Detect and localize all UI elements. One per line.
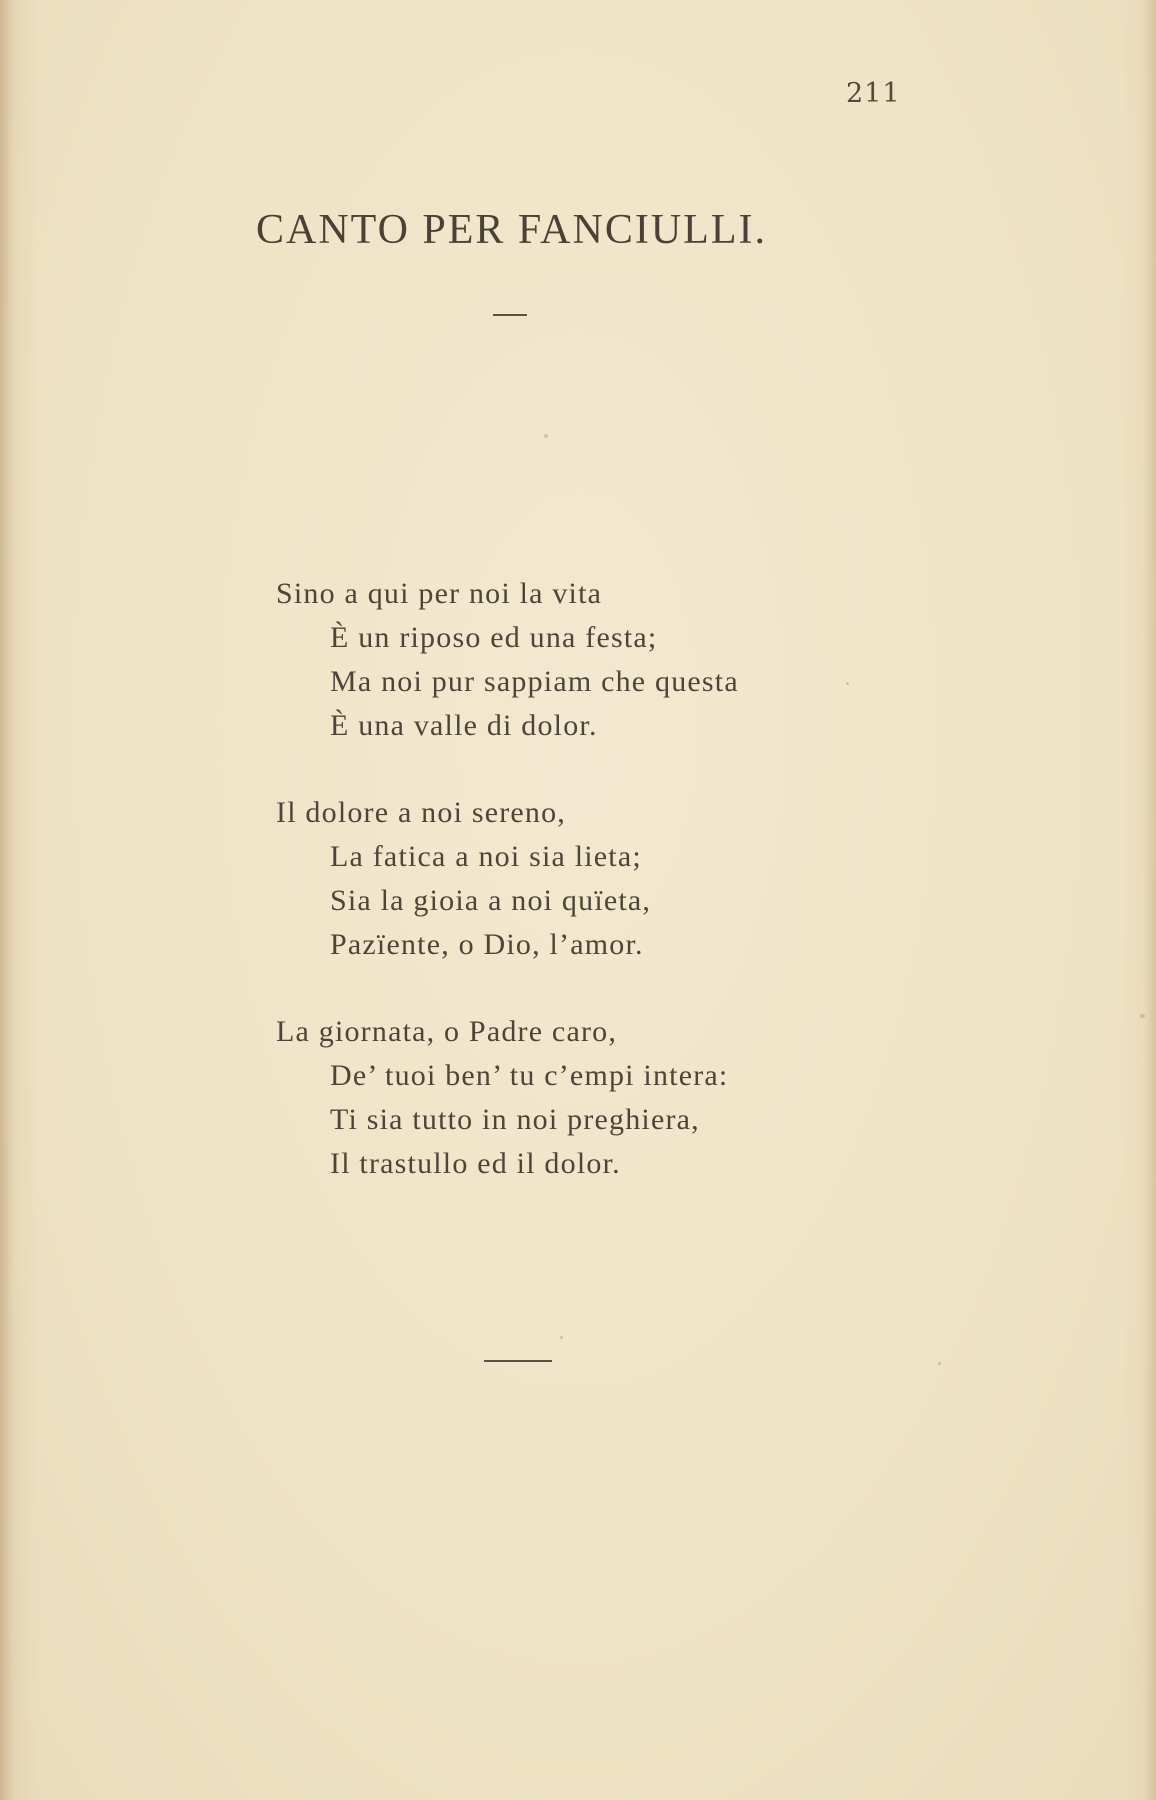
paper-spot xyxy=(938,1362,941,1365)
verse-line: Sino a qui per noi la vita xyxy=(276,577,603,610)
verse-line: Ti sia tutto in noi preghiera, xyxy=(330,1103,700,1136)
verse-line: Il trastullo ed il dolor. xyxy=(330,1147,621,1180)
verse-line: È una valle di dolor. xyxy=(330,709,598,742)
stanza-2 xyxy=(276,791,876,967)
verse-line: Pazïente, o Dio, l’amor. xyxy=(330,928,644,961)
verse-line: Il dolore a noi sereno, xyxy=(276,796,567,829)
page-number: 211 xyxy=(846,78,901,109)
verse-line: Sia la gioia a noi quïeta, xyxy=(330,884,652,917)
verse-line: È un riposo ed una festa; xyxy=(330,621,658,654)
paper-spot xyxy=(846,682,849,685)
verse-line: La giornata, o Padre caro, xyxy=(276,1015,618,1048)
stanza-3 xyxy=(276,1010,876,1186)
verse-line: De’ tuoi ben’ tu c’empi intera: xyxy=(330,1059,729,1092)
paper-spot xyxy=(1140,1014,1145,1018)
end-divider xyxy=(484,1360,552,1362)
paper-spot xyxy=(544,434,548,438)
stanza-1 xyxy=(276,572,876,748)
poem-title: CANTO PER FANCIULLI. xyxy=(256,207,767,253)
verse-line: Ma noi pur sappiam che questa xyxy=(330,665,739,698)
paper-spot xyxy=(560,1336,563,1339)
title-divider xyxy=(493,314,527,316)
poem-body xyxy=(276,572,876,1229)
verse-line: La fatica a noi sia lieta; xyxy=(330,840,642,873)
